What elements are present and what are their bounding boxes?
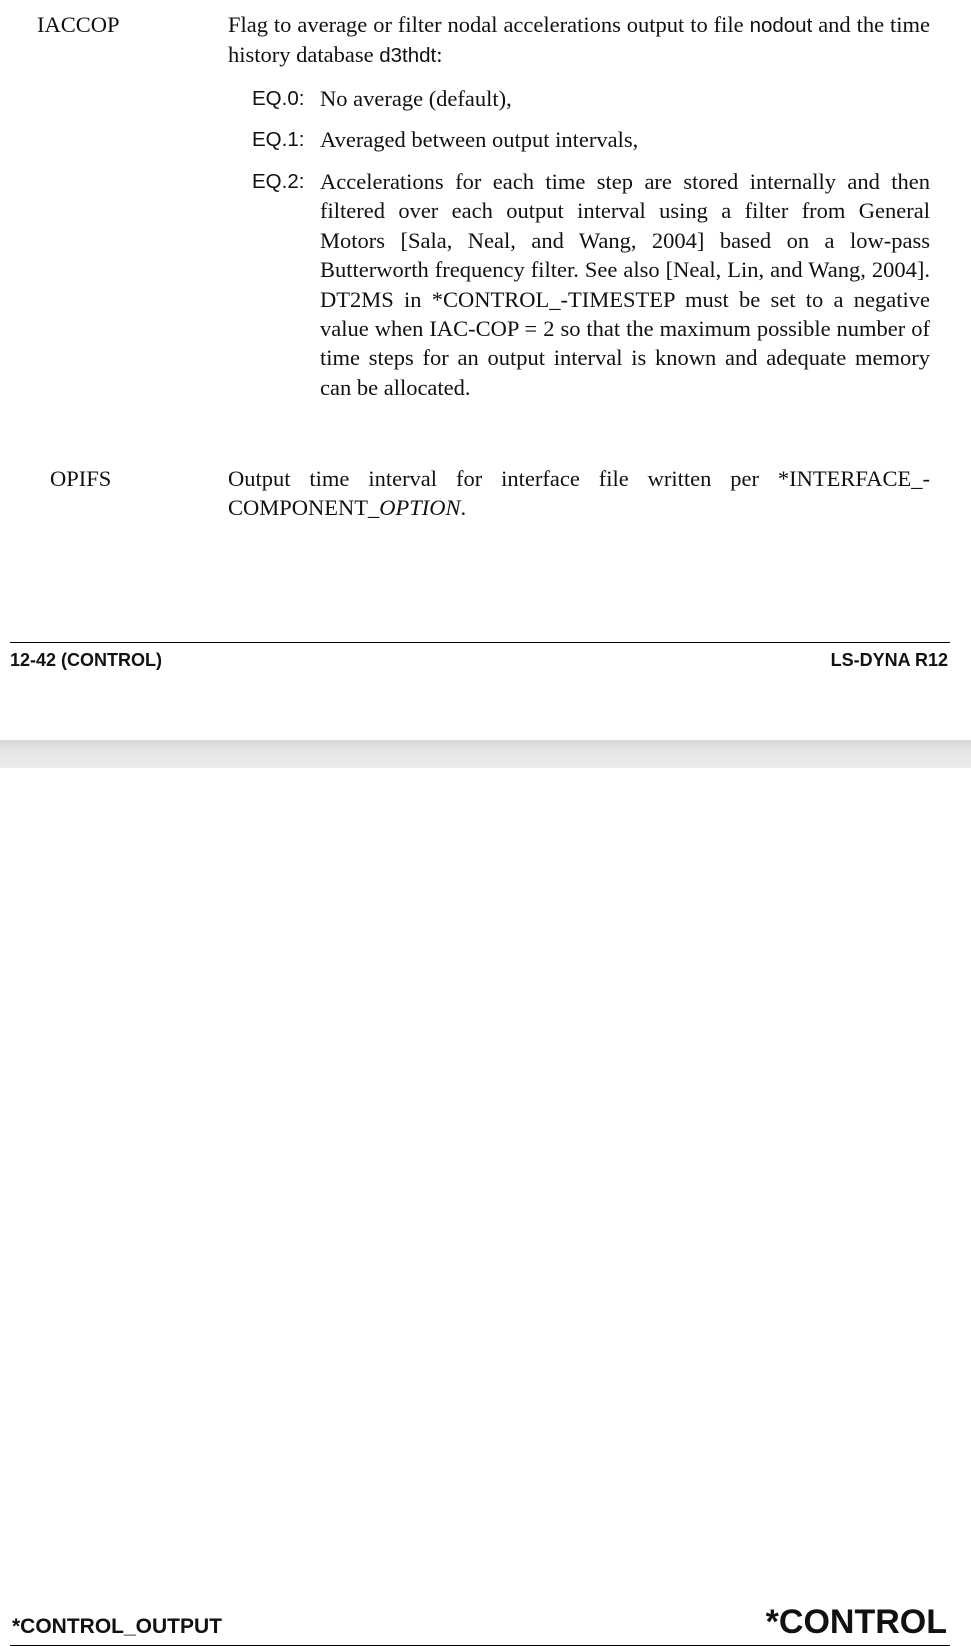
opifs-desc-end: . — [460, 495, 467, 521]
file-name-d3thdt: d3thdt — [379, 44, 437, 68]
option-eq1-text: Averaged between output intervals, — [320, 127, 639, 152]
page-upper — [0, 0, 971, 740]
header-section-title: *CONTROL_OUTPUT — [12, 1615, 222, 1638]
variable-name-iaccop: IACCOP — [37, 12, 120, 37]
variable-name-opifs: OPIFS — [50, 466, 112, 491]
footer-product-version: LS-DYNA R12 — [830, 650, 948, 670]
option-eq0-text: No average (default), — [320, 86, 512, 111]
iaccop-description — [228, 10, 930, 71]
footer-rule — [10, 642, 950, 643]
file-name-nodout: nodout — [749, 14, 813, 37]
iaccop-desc-part-1: Flag to average or filter nodal accelerations output to file — [228, 12, 750, 37]
iaccop-desc-part-3: : — [436, 42, 443, 68]
option-eq2-text: Accelerations for each time step are stored internally and then filtered over each output interval using a filter from General Motors [Sala, Neal, and Wang, 2004] based on a low-pass Butterworth frequency filter. See also [Neal, Lin, and Wang, 2004]. DT2MS in *CONTROL_-TIMESTEP must be set to a negative value when IAC-COP = 2 so that the maximum possible number of time steps for an output interval is known and adequate memory can be allocated. — [320, 169, 930, 400]
opifs-desc-italic: OPTION — [379, 495, 461, 521]
header-chapter-title: *CONTROL — [765, 1603, 947, 1641]
option-eq1-label: EQ.1: — [252, 128, 305, 151]
iaccop-desc-part-2: and the time history database — [228, 12, 931, 68]
footer-page-number: 12-42 (CONTROL) — [10, 650, 163, 670]
opifs-desc-main: Output time interval for interface file written per *INTERFACE_-COMPONENT_ — [228, 466, 930, 521]
page-separator — [0, 740, 971, 768]
option-eq2-label: EQ.2: — [252, 170, 305, 193]
page-lower — [0, 768, 971, 1641]
option-eq0-label: EQ.0: — [252, 87, 305, 110]
opifs-description — [228, 464, 930, 523]
